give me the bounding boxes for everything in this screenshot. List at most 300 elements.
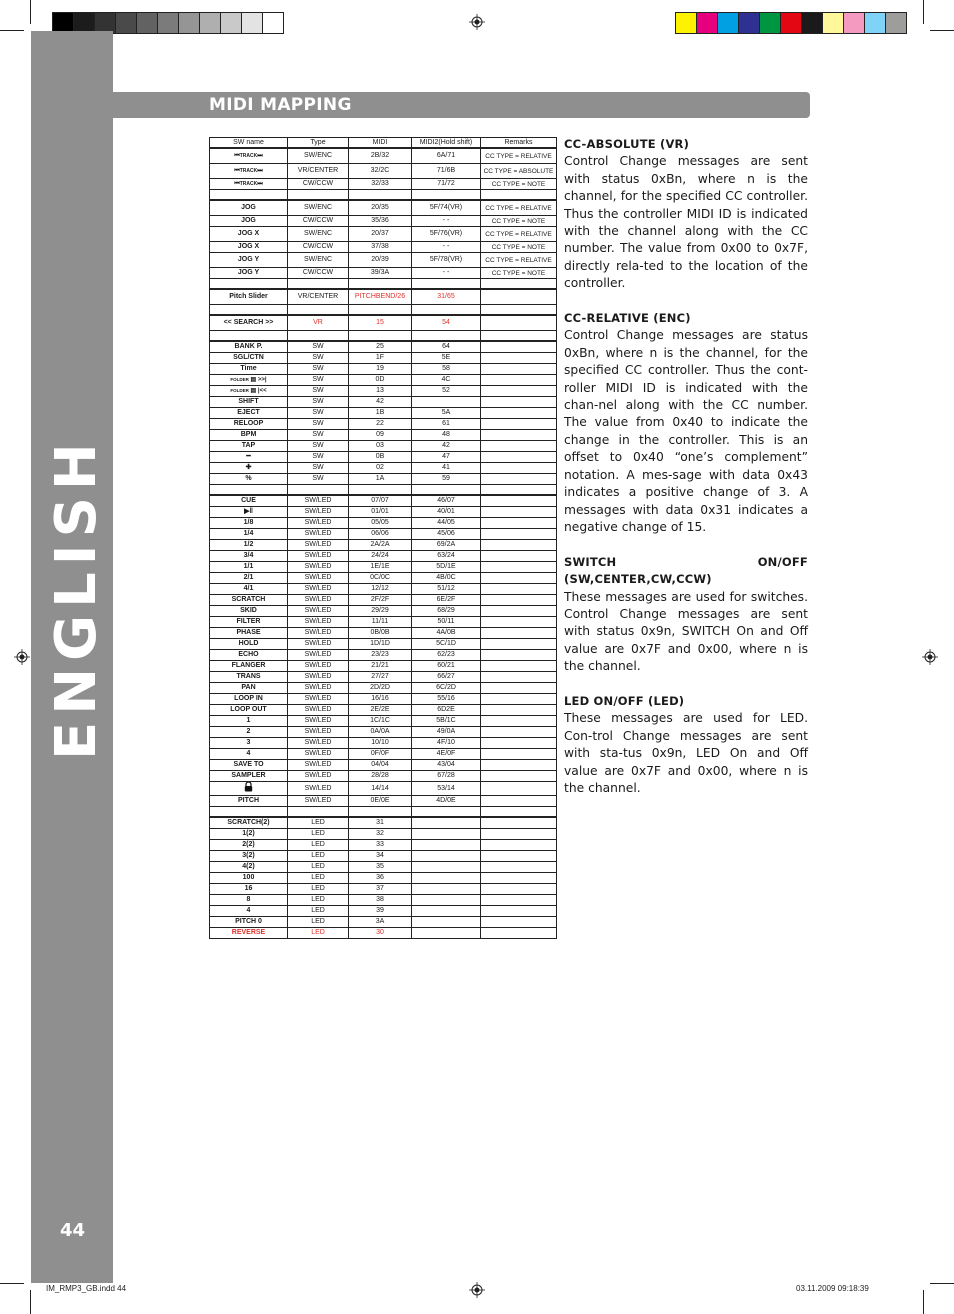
cell-midi2: 49/0A <box>412 727 481 738</box>
cell-midi2: 6D2E <box>412 705 481 716</box>
cell-midi2: 52 <box>412 386 481 397</box>
cell-type: SW <box>288 419 349 430</box>
table-row <box>210 749 557 760</box>
cell-remarks <box>481 628 557 639</box>
cell-sw-name: 4 <box>210 906 288 917</box>
lock-icon <box>244 782 253 795</box>
gray-swatch <box>199 12 221 34</box>
registration-mark-icon <box>469 1282 485 1298</box>
cell-sw-name: LOOP OUT <box>210 705 288 716</box>
cell-type: SW <box>288 341 349 353</box>
cell-type: SW <box>288 463 349 474</box>
cell-type <box>288 279 349 290</box>
cell-midi: 23/23 <box>349 650 412 661</box>
cell-midi: 1A <box>349 474 412 485</box>
cell-midi <box>349 331 412 342</box>
table-row <box>210 727 557 738</box>
cell-midi2: 71/6B <box>412 164 481 179</box>
cell-type: LED <box>288 917 349 928</box>
cell-type: VR <box>288 315 349 331</box>
cell-remarks <box>481 738 557 749</box>
cell-sw-name: 1(2) <box>210 829 288 840</box>
cell-midi: 30 <box>349 928 412 939</box>
cell-type: SW/LED <box>288 782 349 796</box>
cell-remarks <box>481 884 557 895</box>
cell-midi2: 4C <box>412 375 481 386</box>
gray-swatch <box>157 12 179 34</box>
cell-midi2 <box>412 840 481 851</box>
gray-swatch <box>241 12 263 34</box>
table-row <box>210 242 557 253</box>
table-row <box>210 529 557 540</box>
cell-remarks <box>481 817 557 829</box>
cell-type: SW/LED <box>288 650 349 661</box>
cell-type: SW/LED <box>288 495 349 507</box>
cell-midi2: 5D/1E <box>412 562 481 573</box>
cell-midi <box>349 305 412 316</box>
cell-remarks <box>481 495 557 507</box>
cell-sw-name: 16 <box>210 884 288 895</box>
cell-midi2: 5E <box>412 353 481 364</box>
cell-remarks <box>481 364 557 375</box>
cell-midi: 31 <box>349 817 412 829</box>
cell-sw-name: JOG X <box>210 242 288 253</box>
cell-midi2: 67/28 <box>412 771 481 782</box>
table-row <box>210 650 557 661</box>
cell-sw-name: 4(2) <box>210 862 288 873</box>
cell-remarks <box>481 639 557 650</box>
cell-midi: 25 <box>349 341 412 353</box>
gray-swatch <box>136 12 158 34</box>
cell-type: LED <box>288 928 349 939</box>
explanation-column <box>564 136 808 815</box>
cell-sw-name <box>210 179 288 190</box>
cell-sw-name: SAMPLER <box>210 771 288 782</box>
track-skip-icon: ⏮TRACK⏭ <box>234 152 263 159</box>
crop-mark <box>923 1290 924 1314</box>
cell-midi <box>349 485 412 496</box>
cell-midi: 22 <box>349 419 412 430</box>
section-body: These messages are used for switches. Control Change messages are sent with status 0x9n, SWITCH On and Off value are 0x7F and 0x00, where n is the channel. <box>564 589 808 674</box>
cell-sw-name: SAVE TO <box>210 760 288 771</box>
cell-midi2 <box>412 190 481 201</box>
color-swatch <box>738 12 760 34</box>
cell-midi: 32 <box>349 829 412 840</box>
table-row <box>210 452 557 463</box>
table-row <box>210 507 557 518</box>
column-header: SW name <box>210 138 288 149</box>
section-body: Control Change messages are sent with status 0xBn, where n is the channel, for the specified CC controller. Thus the controller MIDI ID is indicated with the channel along with the CC number. The value from 0x00 to 0x7F, directly rela-ted to the location of the controller. <box>564 154 808 291</box>
cell-type: LED <box>288 873 349 884</box>
cell-midi2 <box>412 895 481 906</box>
cell-sw-name: 3/4 <box>210 551 288 562</box>
cell-midi: 28/28 <box>349 771 412 782</box>
cell-midi2 <box>412 279 481 290</box>
cell-midi: 02 <box>349 463 412 474</box>
cell-type: SW <box>288 441 349 452</box>
table-row <box>210 829 557 840</box>
table-row <box>210 862 557 873</box>
table-row <box>210 289 557 305</box>
cell-midi2: 44/05 <box>412 518 481 529</box>
cell-type: SW/LED <box>288 584 349 595</box>
table-row <box>210 375 557 386</box>
cell-sw-name <box>210 782 288 796</box>
cell-type: SW/LED <box>288 562 349 573</box>
cell-midi2: 54 <box>412 315 481 331</box>
cell-type: SW/LED <box>288 518 349 529</box>
registration-mark-icon <box>14 649 30 665</box>
cell-sw-name: 1 <box>210 716 288 727</box>
cell-sw-name: 1/1 <box>210 562 288 573</box>
cell-sw-name: SHIFT <box>210 397 288 408</box>
cell-midi2: 31/65 <box>412 289 481 305</box>
table-row <box>210 164 557 179</box>
cell-midi: 0B/0B <box>349 628 412 639</box>
cell-midi: 20/37 <box>349 227 412 242</box>
cell-remarks <box>481 540 557 551</box>
page-number: 44 <box>60 1220 86 1241</box>
cell-type: CW/CCW <box>288 268 349 279</box>
table-row <box>210 771 557 782</box>
table-row <box>210 817 557 829</box>
track-skip-icon: ⏮TRACK⏭ <box>234 167 263 174</box>
cell-midi: 2A/2A <box>349 540 412 551</box>
cell-midi: 0F/0F <box>349 749 412 760</box>
cell-sw-name <box>210 485 288 496</box>
registration-mark-icon <box>469 14 485 30</box>
cell-type: SW/LED <box>288 606 349 617</box>
table-row <box>210 148 557 164</box>
cell-midi2: 48 <box>412 430 481 441</box>
color-swatch <box>885 12 907 34</box>
cell-midi: 1D/1D <box>349 639 412 650</box>
cell-type <box>288 331 349 342</box>
crop-mark <box>30 0 31 24</box>
table-row <box>210 760 557 771</box>
cell-midi2 <box>412 884 481 895</box>
cell-remarks <box>481 683 557 694</box>
section-heading: CC-RELATIVE (ENC) <box>564 311 691 326</box>
cell-type: SW/LED <box>288 760 349 771</box>
table-row <box>210 705 557 716</box>
cell-midi2 <box>412 807 481 818</box>
cell-remarks <box>481 595 557 606</box>
section-heading: CC-ABSOLUTE (VR) <box>564 137 690 151</box>
cell-type: SW <box>288 353 349 364</box>
cell-sw-name: CUE <box>210 495 288 507</box>
cell-remarks <box>481 375 557 386</box>
cell-sw-name: << SEARCH >> <box>210 315 288 331</box>
cell-sw-name: JOG Y <box>210 268 288 279</box>
cell-type: SW <box>288 408 349 419</box>
cell-type: SW/ENC <box>288 200 349 216</box>
cell-remarks <box>481 573 557 584</box>
cell-midi2: 53/14 <box>412 782 481 796</box>
cell-remarks <box>481 672 557 683</box>
cell-type: LED <box>288 851 349 862</box>
table-row <box>210 253 557 268</box>
cell-type: SW <box>288 375 349 386</box>
cell-midi: 0D <box>349 375 412 386</box>
footer-date: 03.11.2009 09:18:39 <box>796 1284 869 1293</box>
cell-remarks <box>481 331 557 342</box>
cell-type: LED <box>288 829 349 840</box>
cell-midi: 05/05 <box>349 518 412 529</box>
table-row <box>210 419 557 430</box>
cell-midi: 42 <box>349 397 412 408</box>
cell-remarks <box>481 584 557 595</box>
cell-midi: 1B <box>349 408 412 419</box>
cell-midi <box>349 190 412 201</box>
cell-sw-name: 2 <box>210 727 288 738</box>
cell-type: SW <box>288 474 349 485</box>
cell-midi: 3A <box>349 917 412 928</box>
cell-remarks: CC TYPE = RELATIVE <box>481 253 557 268</box>
section-body: Control Change messages are status 0xBn, where n is the channel, for the specified CC controller. Thus the cont-roller MIDI ID is indicated with the chan-nel along with the CC number. The value from 0x40 to indicate the change in the controller. This is an offset to 0x40 “one’s complement” notation. A mes-sage with data 0x43 indicates a positive change of 3. A messages with data 0x31 indicates a negative change of 15. <box>564 328 808 534</box>
cell-sw-name: SCRATCH <box>210 595 288 606</box>
cell-remarks <box>481 807 557 818</box>
table-spacer-row <box>210 190 557 201</box>
gray-swatch <box>115 12 137 34</box>
cell-remarks: CC TYPE = RELATIVE <box>481 227 557 242</box>
cell-midi2: 61 <box>412 419 481 430</box>
cell-midi2 <box>412 928 481 939</box>
cell-midi2 <box>412 829 481 840</box>
cell-sw-name: ECHO <box>210 650 288 661</box>
cell-midi2 <box>412 862 481 873</box>
table-row <box>210 584 557 595</box>
column-header: Remarks <box>481 138 557 149</box>
cell-sw-name: JOG <box>210 216 288 227</box>
cell-midi: 10/10 <box>349 738 412 749</box>
cell-type: SW/LED <box>288 727 349 738</box>
table-row <box>210 227 557 242</box>
cell-midi2: 5F/78(VR) <box>412 253 481 268</box>
cell-midi: 0C/0C <box>349 573 412 584</box>
cell-sw-name: HOLD <box>210 639 288 650</box>
cell-remarks <box>481 716 557 727</box>
cell-type: SW/ENC <box>288 148 349 164</box>
cell-midi2 <box>412 485 481 496</box>
cell-remarks <box>481 408 557 419</box>
cell-midi2: 46/07 <box>412 495 481 507</box>
cell-remarks <box>481 760 557 771</box>
cell-type: SW/LED <box>288 771 349 782</box>
cell-remarks <box>481 353 557 364</box>
cell-remarks <box>481 485 557 496</box>
cell-midi: 39 <box>349 906 412 917</box>
cell-midi2: 4B/0C <box>412 573 481 584</box>
cell-midi: 2F/2F <box>349 595 412 606</box>
registration-mark-icon <box>922 649 938 665</box>
cell-type: LED <box>288 895 349 906</box>
table-row <box>210 884 557 895</box>
cell-sw-name: 1/8 <box>210 518 288 529</box>
table-row <box>210 562 557 573</box>
cell-sw-name: 100 <box>210 873 288 884</box>
cell-type: SW/LED <box>288 551 349 562</box>
table-row <box>210 628 557 639</box>
cell-midi <box>349 279 412 290</box>
cell-remarks: CC TYPE = NOTE <box>481 216 557 227</box>
table-row <box>210 851 557 862</box>
cell-midi2 <box>412 851 481 862</box>
table-spacer-row <box>210 305 557 316</box>
cell-remarks <box>481 463 557 474</box>
cell-midi: 21/21 <box>349 661 412 672</box>
cell-midi2: 47 <box>412 452 481 463</box>
cell-midi: 04/04 <box>349 760 412 771</box>
cell-midi2: 5B/1C <box>412 716 481 727</box>
cell-remarks <box>481 551 557 562</box>
color-swatch <box>780 12 802 34</box>
cell-sw-name: Time <box>210 364 288 375</box>
cell-remarks: CC TYPE = NOTE <box>481 268 557 279</box>
cell-type <box>288 305 349 316</box>
page-title: MIDI MAPPING <box>209 95 352 115</box>
cell-remarks <box>481 771 557 782</box>
cell-type: SW/LED <box>288 705 349 716</box>
color-swatch <box>759 12 781 34</box>
cell-midi: 2D/2D <box>349 683 412 694</box>
cell-sw-name: JOG <box>210 200 288 216</box>
table-row <box>210 796 557 807</box>
cell-sw-name: ▶‖ <box>210 507 288 518</box>
cell-remarks <box>481 705 557 716</box>
cell-type: SW <box>288 430 349 441</box>
cell-sw-name: TAP <box>210 441 288 452</box>
cell-midi2: - - <box>412 242 481 253</box>
cell-remarks <box>481 507 557 518</box>
cell-type: SW/ENC <box>288 253 349 268</box>
cell-remarks <box>481 928 557 939</box>
table-row <box>210 694 557 705</box>
table-row <box>210 840 557 851</box>
column-header: MIDI <box>349 138 412 149</box>
cell-midi: 1C/1C <box>349 716 412 727</box>
cell-type: SW/LED <box>288 738 349 749</box>
table-row <box>210 906 557 917</box>
cell-type <box>288 485 349 496</box>
cell-sw-name: PITCH 0 <box>210 917 288 928</box>
cell-midi: 35/36 <box>349 216 412 227</box>
cell-midi: 03 <box>349 441 412 452</box>
cell-midi: 39/3A <box>349 268 412 279</box>
cell-sw-name: 8 <box>210 895 288 906</box>
cell-midi2 <box>412 906 481 917</box>
cell-midi2: 58 <box>412 364 481 375</box>
cell-sw-name: EJECT <box>210 408 288 419</box>
cell-midi2: 4E/0F <box>412 749 481 760</box>
cell-type: SW <box>288 397 349 408</box>
cell-sw-name: BPM <box>210 430 288 441</box>
cell-midi: 33 <box>349 840 412 851</box>
cell-midi: 35 <box>349 862 412 873</box>
crop-mark <box>0 1283 24 1284</box>
cell-remarks <box>481 829 557 840</box>
crop-mark <box>30 1290 31 1314</box>
cell-midi: 32/2C <box>349 164 412 179</box>
cell-type: SW/LED <box>288 595 349 606</box>
table-row <box>210 341 557 353</box>
table-header-row <box>210 138 557 149</box>
cell-remarks <box>481 661 557 672</box>
cell-remarks <box>481 694 557 705</box>
cell-midi2: 40/01 <box>412 507 481 518</box>
cell-midi2: 6E/2F <box>412 595 481 606</box>
cell-type: SW <box>288 364 349 375</box>
cell-midi: 36 <box>349 873 412 884</box>
table-row <box>210 917 557 928</box>
table-row <box>210 595 557 606</box>
cell-sw-name <box>210 148 288 164</box>
cell-midi2: 68/29 <box>412 606 481 617</box>
cell-remarks <box>481 474 557 485</box>
cell-sw-name: PHASE <box>210 628 288 639</box>
cell-sw-name: FILTER <box>210 617 288 628</box>
cell-sw-name: 3 <box>210 738 288 749</box>
section-header <box>113 92 810 118</box>
cell-midi: 12/12 <box>349 584 412 595</box>
midi-mapping-table <box>209 137 557 939</box>
cell-type: VR/CENTER <box>288 289 349 305</box>
cell-sw-name <box>210 331 288 342</box>
cell-remarks <box>481 851 557 862</box>
table-row <box>210 672 557 683</box>
cell-sw-name <box>210 164 288 179</box>
cell-remarks <box>481 529 557 540</box>
cell-midi2: - - <box>412 268 481 279</box>
column-header: Type <box>288 138 349 149</box>
cell-midi2: 51/12 <box>412 584 481 595</box>
cell-sw-name: 4/1 <box>210 584 288 595</box>
cell-sw-name <box>210 305 288 316</box>
cell-midi2 <box>412 917 481 928</box>
cell-sw-name: RELOOP <box>210 419 288 430</box>
cell-type <box>288 190 349 201</box>
cell-remarks: CC TYPE = RELATIVE <box>481 148 557 164</box>
cell-midi: 2E/2E <box>349 705 412 716</box>
cell-sw-name: BANK P. <box>210 341 288 353</box>
cell-midi: 29/29 <box>349 606 412 617</box>
cell-midi: 38 <box>349 895 412 906</box>
table-row <box>210 268 557 279</box>
cell-type: SW/LED <box>288 661 349 672</box>
cell-type: SW/LED <box>288 628 349 639</box>
cell-midi: 32/33 <box>349 179 412 190</box>
cell-type: CW/CCW <box>288 242 349 253</box>
cell-sw-name: SKID <box>210 606 288 617</box>
column-header: MIDI2(Hold shift) <box>412 138 481 149</box>
cell-midi: 14/14 <box>349 782 412 796</box>
cell-remarks <box>481 650 557 661</box>
table-row <box>210 430 557 441</box>
gray-swatch <box>262 12 284 34</box>
color-swatch <box>675 12 697 34</box>
cell-remarks <box>481 386 557 397</box>
cell-midi2: 4A/0B <box>412 628 481 639</box>
cell-sw-name: 4 <box>210 749 288 760</box>
cell-sw-name: 2/1 <box>210 573 288 584</box>
cell-remarks <box>481 895 557 906</box>
cell-sw-name: JOG X <box>210 227 288 242</box>
cell-remarks <box>481 419 557 430</box>
cell-type: VR/CENTER <box>288 164 349 179</box>
crop-mark <box>930 1283 954 1284</box>
color-swatch <box>696 12 718 34</box>
cell-type: SW <box>288 386 349 397</box>
